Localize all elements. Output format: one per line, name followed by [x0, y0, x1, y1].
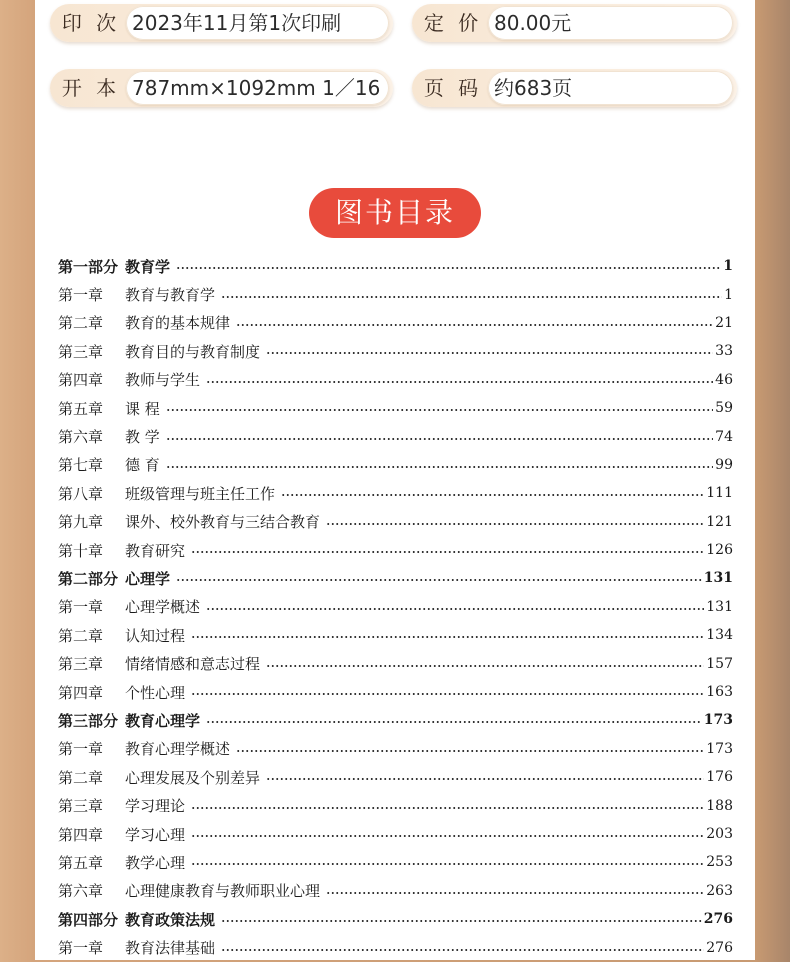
toc-dot-leader — [166, 466, 713, 468]
toc-part-row — [58, 564, 733, 592]
print-edition-field — [50, 4, 393, 42]
toc-chapter-row — [58, 763, 733, 791]
toc-entry-page: 188 — [706, 797, 733, 814]
toc-entry-title: 教师与学生 — [125, 371, 201, 390]
toc-dot-leader — [166, 409, 713, 411]
toc-entry-title: 课 程 — [125, 399, 160, 418]
toc-entry-title: 教育的基本规律 — [125, 314, 231, 333]
toc-part-row — [58, 706, 733, 734]
toc-entry-title: 教育心理学概述 — [125, 740, 231, 759]
toc-dot-leader — [166, 438, 713, 440]
toc-entry-number: 第一部分 — [58, 257, 119, 276]
toc-entry-number: 第四章 — [58, 683, 104, 702]
toc-entry-title: 教 学 — [125, 428, 160, 447]
toc-entry-title: 认知过程 — [125, 626, 186, 645]
toc-entry-number: 第四章 — [58, 371, 104, 390]
toc-chapter-row — [58, 309, 733, 337]
toc-entry-number: 第十章 — [58, 541, 104, 560]
toc-dot-leader — [191, 636, 704, 638]
toc-chapter-row — [58, 479, 733, 507]
toc-entry-page: 126 — [706, 542, 733, 559]
toc-chapter-row — [58, 366, 733, 394]
toc-entry-page: 163 — [706, 684, 733, 701]
toc-entry-title: 教育与教育学 — [125, 286, 216, 305]
toc-entry-title: 心理健康教育与教师职业心理 — [125, 882, 321, 901]
format-value: 787mm×1092mm 1／16 — [126, 71, 389, 105]
toc-chapter-row — [58, 933, 733, 961]
toc-dot-leader — [326, 523, 704, 525]
toc-chapter-row — [58, 678, 733, 706]
toc-chapter-row — [58, 337, 733, 365]
toc-entry-number: 第六章 — [58, 428, 104, 447]
toc-dot-leader — [191, 693, 704, 695]
toc-entry-page: 111 — [706, 485, 733, 502]
toc-dot-leader — [221, 920, 702, 922]
toc-dot-leader — [236, 750, 704, 752]
toc-chapter-row — [58, 394, 733, 422]
toc-dot-leader — [206, 721, 702, 723]
page-count-value: 约683页 — [488, 71, 733, 105]
toc-dot-leader — [191, 835, 704, 837]
toc-dot-leader — [266, 778, 704, 780]
toc-dot-leader — [176, 267, 721, 269]
toc-dot-leader — [221, 296, 722, 298]
toc-entry-number: 第五章 — [58, 853, 104, 872]
toc-entry-number: 第一章 — [58, 598, 104, 617]
toc-dot-leader — [326, 892, 704, 894]
toc-entry-number: 第二部分 — [58, 569, 119, 588]
toc-entry-page: 21 — [715, 314, 733, 331]
toc-chapter-row — [58, 791, 733, 819]
toc-title: 图书目录 — [309, 188, 481, 238]
toc-chapter-row — [58, 820, 733, 848]
toc-entry-title: 教育法律基础 — [125, 939, 216, 958]
format-label: 开 本 — [61, 76, 121, 100]
toc-dot-leader — [191, 551, 704, 553]
toc-entry-number: 第五章 — [58, 399, 104, 418]
toc-entry-page: 173 — [706, 740, 733, 757]
page-count-label: 页 码 — [423, 76, 483, 100]
toc-entry-page: 176 — [706, 769, 733, 786]
toc-entry-page: 203 — [706, 826, 733, 842]
toc-entry-page: 59 — [715, 400, 733, 417]
toc-entry-number: 第一章 — [58, 286, 104, 305]
toc-entry-title: 教育政策法规 — [125, 910, 216, 929]
price-label: 定 价 — [423, 11, 483, 35]
toc-chapter-row — [58, 422, 733, 450]
toc-chapter-row — [58, 593, 733, 621]
page-count-field — [412, 69, 737, 107]
toc-entry-page: 99 — [715, 456, 733, 473]
toc-entry-page: 1 — [723, 258, 733, 275]
toc-entry-page: 157 — [706, 655, 733, 672]
toc-chapter-row — [58, 451, 733, 479]
toc-entry-page: 276 — [703, 911, 733, 928]
toc-chapter-row — [58, 508, 733, 536]
print-edition-label: 印 次 — [61, 11, 121, 35]
toc-dot-leader — [266, 665, 704, 667]
toc-entry-number: 第四章 — [58, 825, 104, 844]
toc-chapter-row — [58, 649, 733, 677]
table-of-contents — [58, 252, 733, 962]
toc-dot-leader — [281, 494, 704, 496]
toc-dot-leader — [176, 579, 702, 581]
toc-dot-leader — [206, 608, 704, 610]
toc-dot-leader — [236, 324, 713, 326]
toc-dot-leader — [266, 352, 713, 354]
toc-entry-page: 33 — [715, 343, 733, 360]
toc-entry-title: 课外、校外教育与三结合教育 — [125, 513, 321, 532]
toc-entry-title: 学习心理 — [125, 825, 186, 844]
toc-entry-page: 253 — [706, 854, 733, 871]
toc-chapter-row — [58, 848, 733, 876]
price-field — [412, 4, 737, 42]
toc-entry-number: 第三部分 — [58, 711, 119, 730]
print-edition-value: 2023年11月第1次印刷 — [126, 6, 389, 40]
toc-entry-page: 1 — [724, 286, 733, 303]
toc-entry-page: 276 — [706, 939, 733, 956]
format-field — [50, 69, 393, 107]
toc-entry-number: 第三章 — [58, 797, 104, 816]
toc-entry-title: 教育目的与教育制度 — [125, 342, 261, 361]
toc-entry-number: 第三章 — [58, 342, 104, 361]
toc-part-row — [58, 905, 733, 933]
toc-entry-title: 教学心理 — [125, 853, 186, 872]
toc-entry-page: 74 — [715, 428, 733, 445]
toc-entry-number: 第八章 — [58, 484, 104, 503]
toc-entry-title: 班级管理与班主任工作 — [125, 484, 276, 503]
toc-entry-number: 第二章 — [58, 768, 104, 787]
toc-dot-leader — [206, 381, 713, 383]
toc-entry-number: 第三章 — [58, 655, 104, 674]
toc-entry-title: 个性心理 — [125, 683, 186, 702]
toc-entry-title: 学习理论 — [125, 797, 186, 816]
toc-chapter-row — [58, 621, 733, 649]
toc-entry-number: 第七章 — [58, 456, 104, 475]
toc-entry-number: 第二章 — [58, 626, 104, 645]
toc-entry-title: 教育学 — [125, 257, 171, 276]
toc-part-row — [58, 252, 733, 280]
toc-entry-page: 131 — [706, 598, 733, 615]
toc-chapter-row — [58, 536, 733, 564]
toc-chapter-row — [58, 280, 733, 308]
toc-entry-title: 情绪情感和意志过程 — [125, 655, 261, 674]
toc-dot-leader — [191, 863, 704, 865]
toc-entry-number: 第一章 — [58, 740, 104, 759]
toc-entry-page: 173 — [703, 712, 733, 729]
toc-entry-title: 德 育 — [125, 456, 160, 475]
toc-entry-title: 教育研究 — [125, 541, 186, 560]
toc-dot-leader — [191, 807, 704, 809]
toc-entry-page: 134 — [706, 627, 733, 644]
toc-chapter-row — [58, 735, 733, 763]
toc-entry-title: 心理学 — [125, 569, 171, 588]
toc-entry-number: 第九章 — [58, 513, 104, 532]
price-value: 80.00元 — [488, 6, 733, 40]
toc-entry-page: 46 — [715, 371, 733, 388]
toc-entry-page: 121 — [706, 513, 733, 530]
toc-entry-title: 心理学概述 — [125, 598, 201, 617]
toc-chapter-row — [58, 877, 733, 905]
toc-entry-page: 131 — [703, 570, 733, 587]
toc-entry-number: 第四部分 — [58, 910, 119, 929]
toc-entry-number: 第一章 — [58, 939, 104, 958]
toc-entry-title: 教育心理学 — [125, 711, 201, 730]
toc-entry-number: 第六章 — [58, 882, 104, 901]
toc-entry-page: 263 — [706, 882, 733, 899]
toc-dot-leader — [221, 949, 704, 951]
toc-entry-number: 第二章 — [58, 314, 104, 333]
toc-entry-title: 心理发展及个别差异 — [125, 768, 261, 787]
